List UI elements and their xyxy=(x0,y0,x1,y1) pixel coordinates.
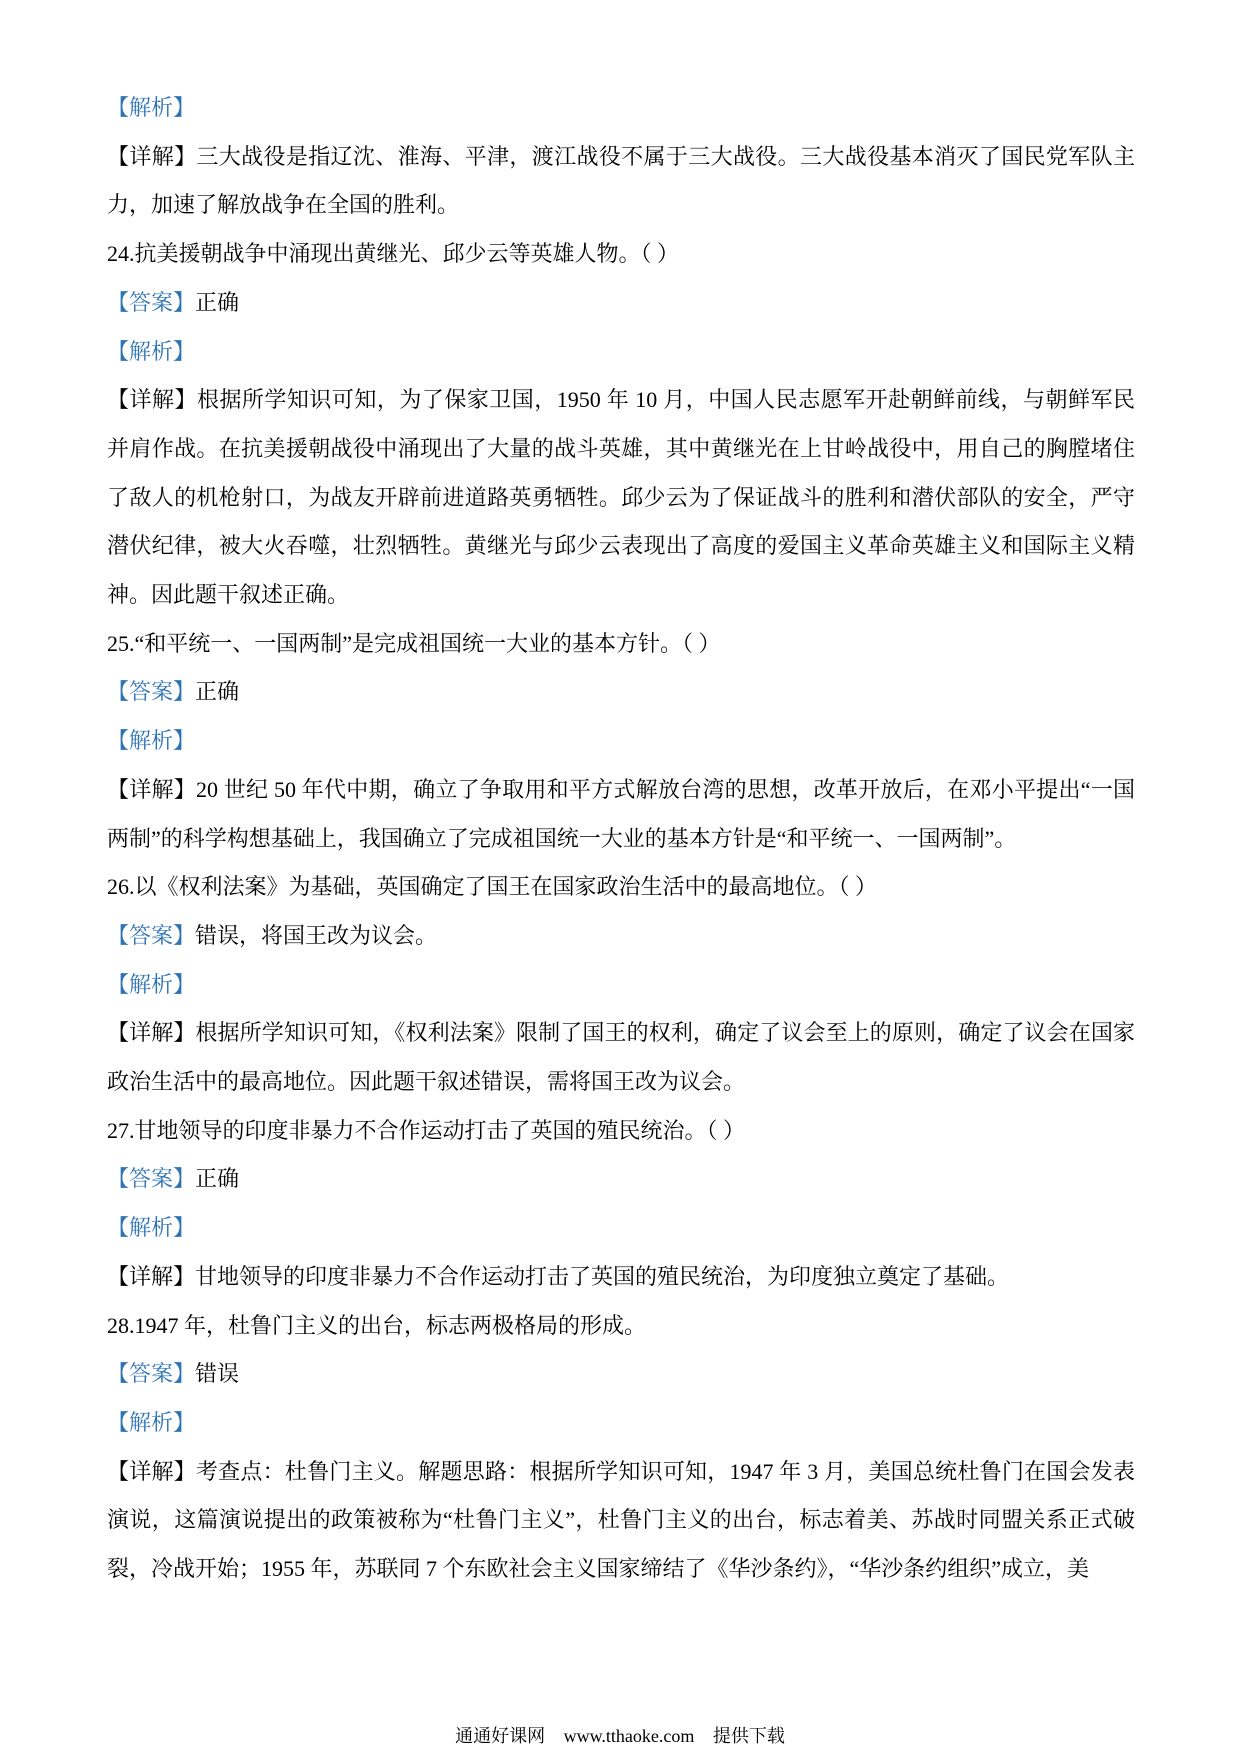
footer-url[interactable]: www.tthaoke.com xyxy=(563,1726,695,1746)
answer-line xyxy=(107,668,1135,717)
paragraph-text: 正确 xyxy=(195,289,240,315)
document-body xyxy=(107,84,1135,1594)
paragraph-text: 28.1947 年，杜鲁门主义的出台，标志两极格局的形成。 xyxy=(107,1312,647,1338)
paragraph-text: 【详解】甘地领导的印度非暴力不合作运动打击了英国的殖民统治，为印度独立奠定了基础。 xyxy=(107,1263,1010,1289)
explanation-line xyxy=(107,766,1135,863)
answer-label: 【答案】 xyxy=(107,289,196,315)
answer-label: 【答案】 xyxy=(107,1361,196,1387)
analysis-label: 【解析】 xyxy=(107,95,196,120)
question-line xyxy=(107,230,1135,279)
analysis-label: 【解析】 xyxy=(107,728,196,754)
explanation-line xyxy=(107,376,1135,620)
paragraph-text: 【详解】三大战役是指辽沈、淮海、平津，渡江战役不属于三大战役。三大战役基本消灭了国民党军队主力，加速了解放战争在全国的胜利。 xyxy=(107,143,1135,218)
explanation-line xyxy=(107,1448,1135,1594)
explanation-line xyxy=(107,1253,1135,1302)
answer-line xyxy=(107,1155,1135,1204)
analysis-line xyxy=(107,961,1135,1010)
answer-label: 【答案】 xyxy=(107,1166,196,1192)
explanation-line xyxy=(107,1009,1135,1106)
analysis-label: 【解析】 xyxy=(107,1215,196,1241)
analysis-label: 【解析】 xyxy=(107,338,196,364)
paragraph-text: 【详解】根据所学知识可知，为了保家卫国，1950 年 10 月，中国人民志愿军开赴朝鲜前线，与朝鲜军民并肩作战。在抗美援朝战役中涌现出了大量的战斗英雄，其中黄继光在上甘岭战役中，用自己的胸膛堵住了敌人的机枪射口，为战友开辟前进道路英勇牺牲。邱少云为了保证战斗的胜利和潜伏部队的安全，严守潜伏纪律，被大火吞噬，壮烈牺牲。黄继光与邱少云表现出了高度的爱国主义革命英雄主义和国际主义精神。因此题干叙述正确。 xyxy=(107,387,1135,608)
paragraph-text: 错误 xyxy=(195,1361,240,1387)
paragraph-text: 【详解】20 世纪 50 年代中期，确立了争取用和平方式解放台湾的思想，改革开放后，在邓小平提出“一国两制”的科学构想基础上，我国确立了完成祖国统一大业的基本方针是“和平统一、一国两制”。 xyxy=(107,776,1135,851)
paragraph-text: 24.抗美援朝战争中涌现出黄继光、邱少云等英雄人物。（ ） xyxy=(107,241,680,267)
paragraph-text: 25.“和平统一、一国两制”是完成祖国统一大业的基本方针。（ ） xyxy=(107,630,721,656)
paragraph-text: 正确 xyxy=(195,1166,240,1192)
answer-line xyxy=(107,279,1135,328)
paragraph-text: 27.甘地领导的印度非暴力不合作运动打击了英国的殖民统治。（ ） xyxy=(107,1117,746,1143)
analysis-line xyxy=(107,1204,1135,1253)
question-line xyxy=(107,1302,1135,1351)
paragraph-text: 【详解】根据所学知识可知，《权利法案》限制了国王的权利，确定了议会至上的原则，确定了议会在国家政治生活中的最高地位。因此题干叙述错误，需将国王改为议会。 xyxy=(107,1020,1135,1095)
paragraph-text: 错误，将国王改为议会。 xyxy=(195,922,438,948)
answer-label: 【答案】 xyxy=(107,679,196,705)
analysis-line xyxy=(107,328,1135,377)
question-line xyxy=(107,863,1135,912)
question-line xyxy=(107,620,1135,669)
paragraph-text: 正确 xyxy=(195,679,240,705)
footer-download-text: 提供下载 xyxy=(712,1726,785,1746)
paragraph-text: 26.以《权利法案》为基础，英国确定了国王在国家政治生活中的最高地位。（ ） xyxy=(107,874,878,900)
answer-line xyxy=(107,912,1135,961)
analysis-line xyxy=(107,84,1135,133)
page-footer xyxy=(0,1724,1240,1748)
analysis-line xyxy=(107,717,1135,766)
analysis-label: 【解析】 xyxy=(107,971,196,997)
paragraph-text: 【详解】考查点：杜鲁门主义。解题思路：根据所学知识可知，1947 年 3 月，美国总统杜鲁门在国会发表演说，这篇演说提出的政策被称为“杜鲁门主义”，杜鲁门主义的出台，标志着美、苏战时同盟关系正式破裂，冷战开始；1955 年，苏联同 7 个东欧社会主义国家缔结了《华沙条约》，“华沙条约组织”成立，美 xyxy=(107,1458,1135,1582)
explanation-line xyxy=(107,133,1135,230)
question-line xyxy=(107,1107,1135,1156)
analysis-line xyxy=(107,1399,1135,1448)
analysis-label: 【解析】 xyxy=(107,1409,196,1435)
footer-site-name: 通通好课网 xyxy=(455,1726,546,1746)
answer-label: 【答案】 xyxy=(107,922,196,948)
answer-line xyxy=(107,1350,1135,1399)
